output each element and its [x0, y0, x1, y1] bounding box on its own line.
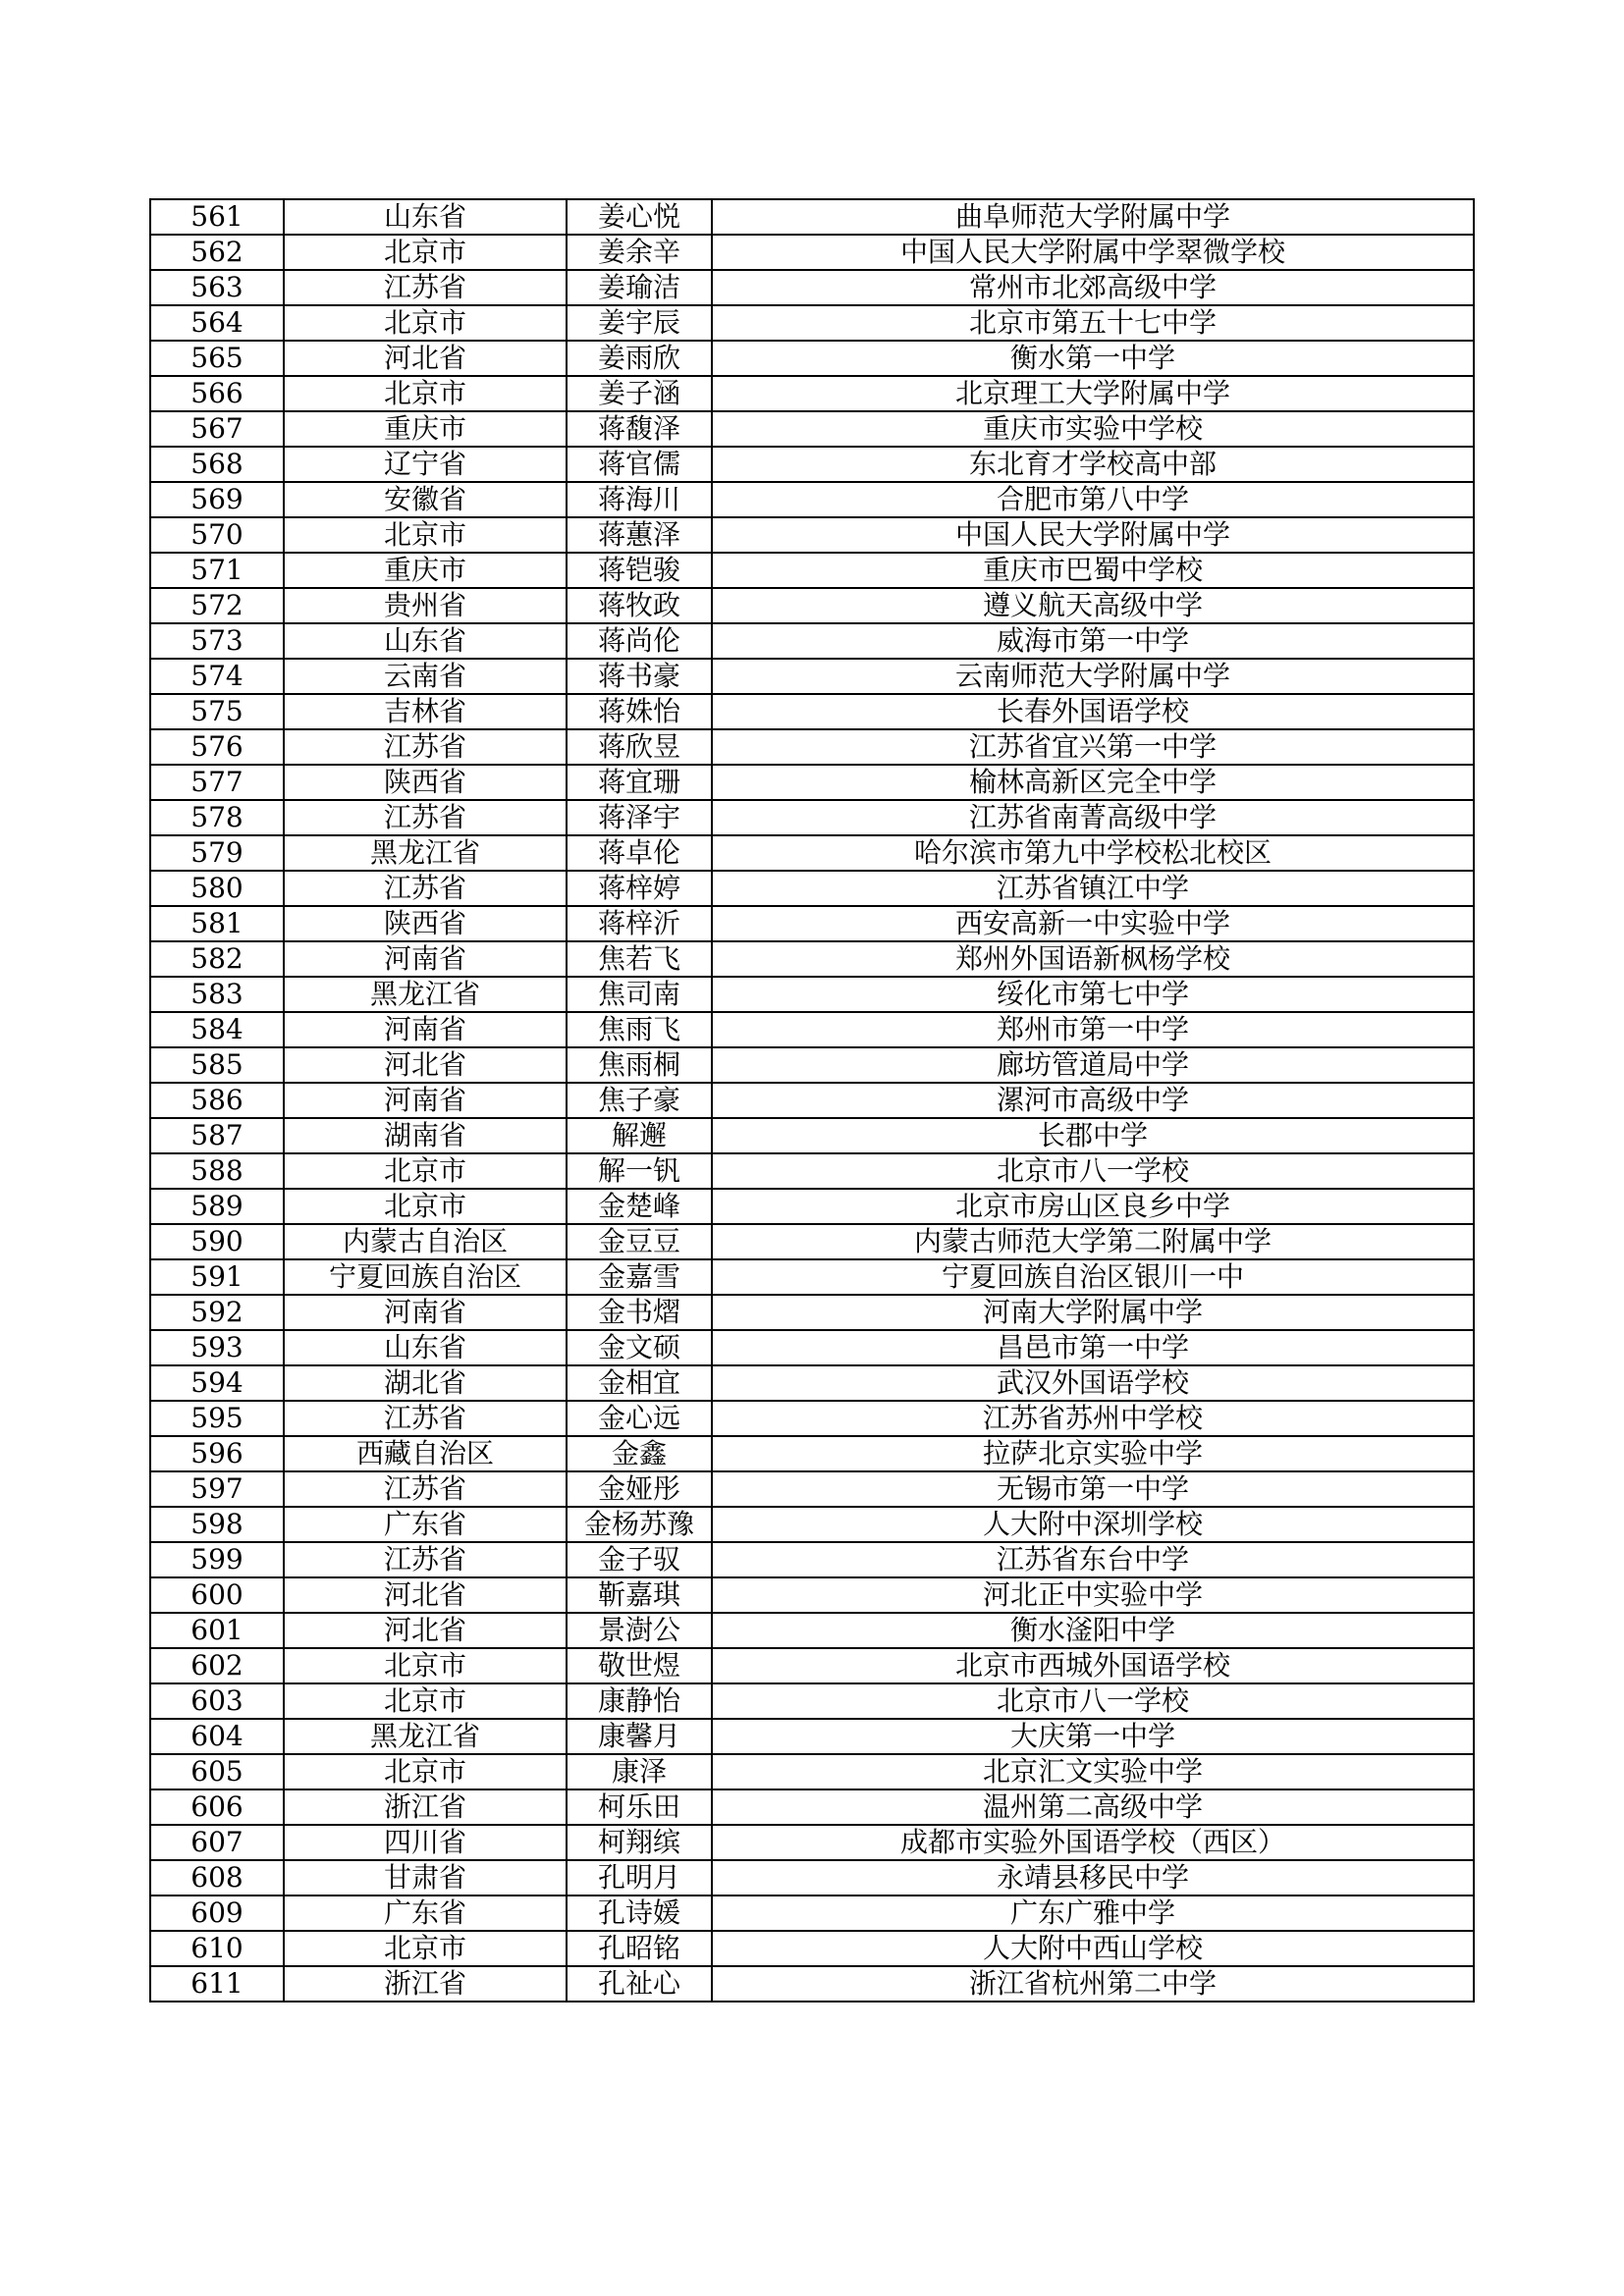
table-row	[150, 1047, 1474, 1083]
province-cell: 北京市	[284, 305, 567, 341]
table-row	[150, 1330, 1474, 1365]
table-row	[150, 1365, 1474, 1401]
row-number-cell: 579	[150, 835, 284, 871]
province-cell: 河南省	[284, 1295, 567, 1330]
school-cell: 长郡中学	[712, 1118, 1474, 1153]
row-number-cell: 586	[150, 1083, 284, 1118]
table-row	[150, 835, 1474, 871]
province-cell: 黑龙江省	[284, 835, 567, 871]
table-row	[150, 199, 1474, 235]
province-cell: 北京市	[284, 1754, 567, 1789]
student-name-cell: 焦雨飞	[567, 1012, 712, 1047]
student-name-cell: 蒋馥泽	[567, 411, 712, 447]
province-cell: 浙江省	[284, 1789, 567, 1825]
table-row	[150, 623, 1474, 659]
province-cell: 河南省	[284, 1083, 567, 1118]
student-name-cell: 蒋卓伦	[567, 835, 712, 871]
row-number-cell: 600	[150, 1577, 284, 1613]
row-number-cell: 589	[150, 1189, 284, 1224]
row-number-cell: 570	[150, 517, 284, 553]
school-cell: 郑州外国语新枫杨学校	[712, 941, 1474, 977]
table-row	[150, 1189, 1474, 1224]
province-cell: 北京市	[284, 1931, 567, 1966]
student-name-cell: 康静怡	[567, 1683, 712, 1719]
school-cell: 北京市八一学校	[712, 1683, 1474, 1719]
school-cell: 常州市北郊高级中学	[712, 270, 1474, 305]
student-name-cell: 焦子豪	[567, 1083, 712, 1118]
province-cell: 北京市	[284, 1153, 567, 1189]
student-name-cell: 金楚峰	[567, 1189, 712, 1224]
table-row	[150, 1471, 1474, 1507]
student-name-cell: 蒋牧政	[567, 588, 712, 623]
table-row	[150, 1896, 1474, 1931]
school-cell: 成都市实验外国语学校（西区）	[712, 1825, 1474, 1860]
student-name-cell: 靳嘉琪	[567, 1577, 712, 1613]
row-number-cell: 608	[150, 1860, 284, 1896]
province-cell: 江苏省	[284, 871, 567, 906]
table-row	[150, 906, 1474, 941]
school-cell: 漯河市高级中学	[712, 1083, 1474, 1118]
student-name-cell: 姜宇辰	[567, 305, 712, 341]
province-cell: 四川省	[284, 1825, 567, 1860]
student-name-cell: 姜雨欣	[567, 341, 712, 376]
table-row	[150, 659, 1474, 694]
student-name-cell: 康泽	[567, 1754, 712, 1789]
school-cell: 绥化市第七中学	[712, 977, 1474, 1012]
school-cell: 榆林高新区完全中学	[712, 765, 1474, 800]
row-number-cell: 574	[150, 659, 284, 694]
school-cell: 长春外国语学校	[712, 694, 1474, 729]
student-name-cell: 孔诗媛	[567, 1896, 712, 1931]
row-number-cell: 565	[150, 341, 284, 376]
student-name-cell: 蒋梓沂	[567, 906, 712, 941]
province-cell: 河北省	[284, 1047, 567, 1083]
student-name-cell: 焦司南	[567, 977, 712, 1012]
student-name-cell: 金心远	[567, 1401, 712, 1436]
school-cell: 浙江省杭州第二中学	[712, 1966, 1474, 2002]
province-cell: 黑龙江省	[284, 977, 567, 1012]
row-number-cell: 593	[150, 1330, 284, 1365]
table-row	[150, 1754, 1474, 1789]
row-number-cell: 583	[150, 977, 284, 1012]
table-row	[150, 305, 1474, 341]
school-cell: 遵义航天高级中学	[712, 588, 1474, 623]
table-row	[150, 1577, 1474, 1613]
province-cell: 河北省	[284, 1577, 567, 1613]
row-number-cell: 568	[150, 447, 284, 482]
province-cell: 河北省	[284, 1613, 567, 1648]
row-number-cell: 606	[150, 1789, 284, 1825]
province-cell: 山东省	[284, 623, 567, 659]
table-row	[150, 341, 1474, 376]
province-cell: 宁夏回族自治区	[284, 1259, 567, 1295]
province-cell: 江苏省	[284, 1471, 567, 1507]
table-row	[150, 1118, 1474, 1153]
row-number-cell: 588	[150, 1153, 284, 1189]
province-cell: 陕西省	[284, 765, 567, 800]
province-cell: 内蒙古自治区	[284, 1224, 567, 1259]
table-row	[150, 1789, 1474, 1825]
student-name-cell: 蒋海川	[567, 482, 712, 517]
school-cell: 哈尔滨市第九中学校松北校区	[712, 835, 1474, 871]
province-cell: 安徽省	[284, 482, 567, 517]
province-cell: 河北省	[284, 341, 567, 376]
table-row	[150, 235, 1474, 270]
table-row	[150, 517, 1474, 553]
student-name-cell: 蒋梓婷	[567, 871, 712, 906]
student-name-cell: 蒋书豪	[567, 659, 712, 694]
province-cell: 江苏省	[284, 729, 567, 765]
province-cell: 贵州省	[284, 588, 567, 623]
row-number-cell: 576	[150, 729, 284, 765]
school-cell: 威海市第一中学	[712, 623, 1474, 659]
student-name-cell: 蒋尚伦	[567, 623, 712, 659]
province-cell: 陕西省	[284, 906, 567, 941]
table-row	[150, 411, 1474, 447]
province-cell: 北京市	[284, 376, 567, 411]
table-row	[150, 1083, 1474, 1118]
row-number-cell: 562	[150, 235, 284, 270]
student-name-cell: 焦若飞	[567, 941, 712, 977]
row-number-cell: 602	[150, 1648, 284, 1683]
province-cell: 重庆市	[284, 553, 567, 588]
school-cell: 郑州市第一中学	[712, 1012, 1474, 1047]
school-cell: 衡水第一中学	[712, 341, 1474, 376]
province-cell: 北京市	[284, 1683, 567, 1719]
school-cell: 人大附中深圳学校	[712, 1507, 1474, 1542]
row-number-cell: 580	[150, 871, 284, 906]
school-cell: 衡水滏阳中学	[712, 1613, 1474, 1648]
province-cell: 辽宁省	[284, 447, 567, 482]
province-cell: 江苏省	[284, 1542, 567, 1577]
school-cell: 昌邑市第一中学	[712, 1330, 1474, 1365]
school-cell: 江苏省南菁高级中学	[712, 800, 1474, 835]
school-cell: 北京市第五十七中学	[712, 305, 1474, 341]
table-row	[150, 482, 1474, 517]
school-cell: 北京汇文实验中学	[712, 1754, 1474, 1789]
row-number-cell: 595	[150, 1401, 284, 1436]
student-name-cell: 康馨月	[567, 1719, 712, 1754]
province-cell: 江苏省	[284, 270, 567, 305]
row-number-cell: 566	[150, 376, 284, 411]
school-cell: 江苏省镇江中学	[712, 871, 1474, 906]
province-cell: 重庆市	[284, 411, 567, 447]
student-name-cell: 蒋铠骏	[567, 553, 712, 588]
student-name-cell: 蒋宜珊	[567, 765, 712, 800]
table-row	[150, 729, 1474, 765]
row-number-cell: 578	[150, 800, 284, 835]
province-cell: 甘肃省	[284, 1860, 567, 1896]
row-number-cell: 587	[150, 1118, 284, 1153]
school-cell: 永靖县移民中学	[712, 1860, 1474, 1896]
student-name-cell: 金文硕	[567, 1330, 712, 1365]
province-cell: 吉林省	[284, 694, 567, 729]
row-number-cell: 561	[150, 199, 284, 235]
table-row	[150, 871, 1474, 906]
school-cell: 广东广雅中学	[712, 1896, 1474, 1931]
row-number-cell: 610	[150, 1931, 284, 1966]
school-cell: 重庆市实验中学校	[712, 411, 1474, 447]
province-cell: 山东省	[284, 199, 567, 235]
school-cell: 人大附中西山学校	[712, 1931, 1474, 1966]
student-name-cell: 孔祉心	[567, 1966, 712, 2002]
school-cell: 北京市八一学校	[712, 1153, 1474, 1189]
student-name-cell: 敬世煜	[567, 1648, 712, 1683]
row-number-cell: 590	[150, 1224, 284, 1259]
province-cell: 黑龙江省	[284, 1719, 567, 1754]
row-number-cell: 584	[150, 1012, 284, 1047]
school-cell: 合肥市第八中学	[712, 482, 1474, 517]
province-cell: 湖北省	[284, 1365, 567, 1401]
row-number-cell: 585	[150, 1047, 284, 1083]
table-row	[150, 376, 1474, 411]
table-row	[150, 1436, 1474, 1471]
school-cell: 武汉外国语学校	[712, 1365, 1474, 1401]
student-name-cell: 金子驭	[567, 1542, 712, 1577]
table-row	[150, 1542, 1474, 1577]
student-name-cell: 姜心悦	[567, 199, 712, 235]
row-number-cell: 581	[150, 906, 284, 941]
school-cell: 东北育才学校高中部	[712, 447, 1474, 482]
student-name-cell: 蒋官儒	[567, 447, 712, 482]
school-cell: 曲阜师范大学附属中学	[712, 199, 1474, 235]
table-row	[150, 1401, 1474, 1436]
table-row	[150, 1224, 1474, 1259]
table-row	[150, 1683, 1474, 1719]
school-cell: 廊坊管道局中学	[712, 1047, 1474, 1083]
school-cell: 河南大学附属中学	[712, 1295, 1474, 1330]
roster-table	[149, 198, 1475, 2002]
row-number-cell: 596	[150, 1436, 284, 1471]
student-name-cell: 姜瑜洁	[567, 270, 712, 305]
school-cell: 河北正中实验中学	[712, 1577, 1474, 1613]
province-cell: 浙江省	[284, 1966, 567, 2002]
table-row	[150, 694, 1474, 729]
student-name-cell: 蒋蕙泽	[567, 517, 712, 553]
table-row	[150, 1825, 1474, 1860]
table-row	[150, 1648, 1474, 1683]
school-cell: 重庆市巴蜀中学校	[712, 553, 1474, 588]
table-row	[150, 1931, 1474, 1966]
row-number-cell: 605	[150, 1754, 284, 1789]
school-cell: 拉萨北京实验中学	[712, 1436, 1474, 1471]
row-number-cell: 594	[150, 1365, 284, 1401]
student-name-cell: 蒋泽宇	[567, 800, 712, 835]
table-row	[150, 1012, 1474, 1047]
table-row	[150, 977, 1474, 1012]
table-row	[150, 270, 1474, 305]
table-row	[150, 447, 1474, 482]
student-name-cell: 柯乐田	[567, 1789, 712, 1825]
student-name-cell: 解邂	[567, 1118, 712, 1153]
student-name-cell: 景澍公	[567, 1613, 712, 1648]
province-cell: 江苏省	[284, 1401, 567, 1436]
student-name-cell: 孔明月	[567, 1860, 712, 1896]
student-name-cell: 金娅彤	[567, 1471, 712, 1507]
province-cell: 北京市	[284, 1189, 567, 1224]
table-row	[150, 1613, 1474, 1648]
row-number-cell: 571	[150, 553, 284, 588]
school-cell: 北京市房山区良乡中学	[712, 1189, 1474, 1224]
student-name-cell: 柯翔缤	[567, 1825, 712, 1860]
student-name-cell: 金鑫	[567, 1436, 712, 1471]
student-name-cell: 蒋姝怡	[567, 694, 712, 729]
row-number-cell: 611	[150, 1966, 284, 2002]
row-number-cell: 573	[150, 623, 284, 659]
student-name-cell: 金嘉雪	[567, 1259, 712, 1295]
table-row	[150, 1719, 1474, 1754]
student-name-cell: 金豆豆	[567, 1224, 712, 1259]
school-cell: 北京理工大学附属中学	[712, 376, 1474, 411]
province-cell: 河南省	[284, 1012, 567, 1047]
table-row	[150, 588, 1474, 623]
table-row	[150, 1860, 1474, 1896]
student-name-cell: 孔昭铭	[567, 1931, 712, 1966]
school-cell: 内蒙古师范大学第二附属中学	[712, 1224, 1474, 1259]
row-number-cell: 599	[150, 1542, 284, 1577]
table-row	[150, 941, 1474, 977]
province-cell: 北京市	[284, 235, 567, 270]
province-cell: 河南省	[284, 941, 567, 977]
student-name-cell: 金相宜	[567, 1365, 712, 1401]
school-cell: 西安高新一中实验中学	[712, 906, 1474, 941]
table-row	[150, 1259, 1474, 1295]
table-row	[150, 1153, 1474, 1189]
row-number-cell: 563	[150, 270, 284, 305]
school-cell: 江苏省苏州中学校	[712, 1401, 1474, 1436]
table-row	[150, 800, 1474, 835]
school-cell: 温州第二高级中学	[712, 1789, 1474, 1825]
province-cell: 广东省	[284, 1507, 567, 1542]
row-number-cell: 577	[150, 765, 284, 800]
table-row	[150, 1295, 1474, 1330]
school-cell: 中国人民大学附属中学	[712, 517, 1474, 553]
row-number-cell: 598	[150, 1507, 284, 1542]
student-name-cell: 解一钒	[567, 1153, 712, 1189]
province-cell: 云南省	[284, 659, 567, 694]
province-cell: 江苏省	[284, 800, 567, 835]
row-number-cell: 592	[150, 1295, 284, 1330]
row-number-cell: 597	[150, 1471, 284, 1507]
province-cell: 湖南省	[284, 1118, 567, 1153]
province-cell: 山东省	[284, 1330, 567, 1365]
school-cell: 江苏省宜兴第一中学	[712, 729, 1474, 765]
school-cell: 中国人民大学附属中学翠微学校	[712, 235, 1474, 270]
province-cell: 西藏自治区	[284, 1436, 567, 1471]
school-cell: 云南师范大学附属中学	[712, 659, 1474, 694]
row-number-cell: 607	[150, 1825, 284, 1860]
province-cell: 北京市	[284, 1648, 567, 1683]
school-cell: 无锡市第一中学	[712, 1471, 1474, 1507]
student-name-cell: 金杨苏豫	[567, 1507, 712, 1542]
row-number-cell: 591	[150, 1259, 284, 1295]
table-row	[150, 765, 1474, 800]
row-number-cell: 569	[150, 482, 284, 517]
row-number-cell: 601	[150, 1613, 284, 1648]
province-cell: 北京市	[284, 517, 567, 553]
table-row	[150, 553, 1474, 588]
row-number-cell: 567	[150, 411, 284, 447]
table-row	[150, 1966, 1474, 2002]
row-number-cell: 582	[150, 941, 284, 977]
row-number-cell: 604	[150, 1719, 284, 1754]
province-cell: 广东省	[284, 1896, 567, 1931]
student-name-cell: 金书熠	[567, 1295, 712, 1330]
row-number-cell: 609	[150, 1896, 284, 1931]
student-name-cell: 姜子涵	[567, 376, 712, 411]
school-cell: 大庆第一中学	[712, 1719, 1474, 1754]
roster-body	[150, 199, 1474, 2002]
row-number-cell: 575	[150, 694, 284, 729]
school-cell: 北京市西城外国语学校	[712, 1648, 1474, 1683]
school-cell: 江苏省东台中学	[712, 1542, 1474, 1577]
student-name-cell: 焦雨桐	[567, 1047, 712, 1083]
row-number-cell: 603	[150, 1683, 284, 1719]
student-name-cell: 蒋欣昱	[567, 729, 712, 765]
school-cell: 宁夏回族自治区银川一中	[712, 1259, 1474, 1295]
row-number-cell: 564	[150, 305, 284, 341]
student-name-cell: 姜余辛	[567, 235, 712, 270]
row-number-cell: 572	[150, 588, 284, 623]
table-row	[150, 1507, 1474, 1542]
